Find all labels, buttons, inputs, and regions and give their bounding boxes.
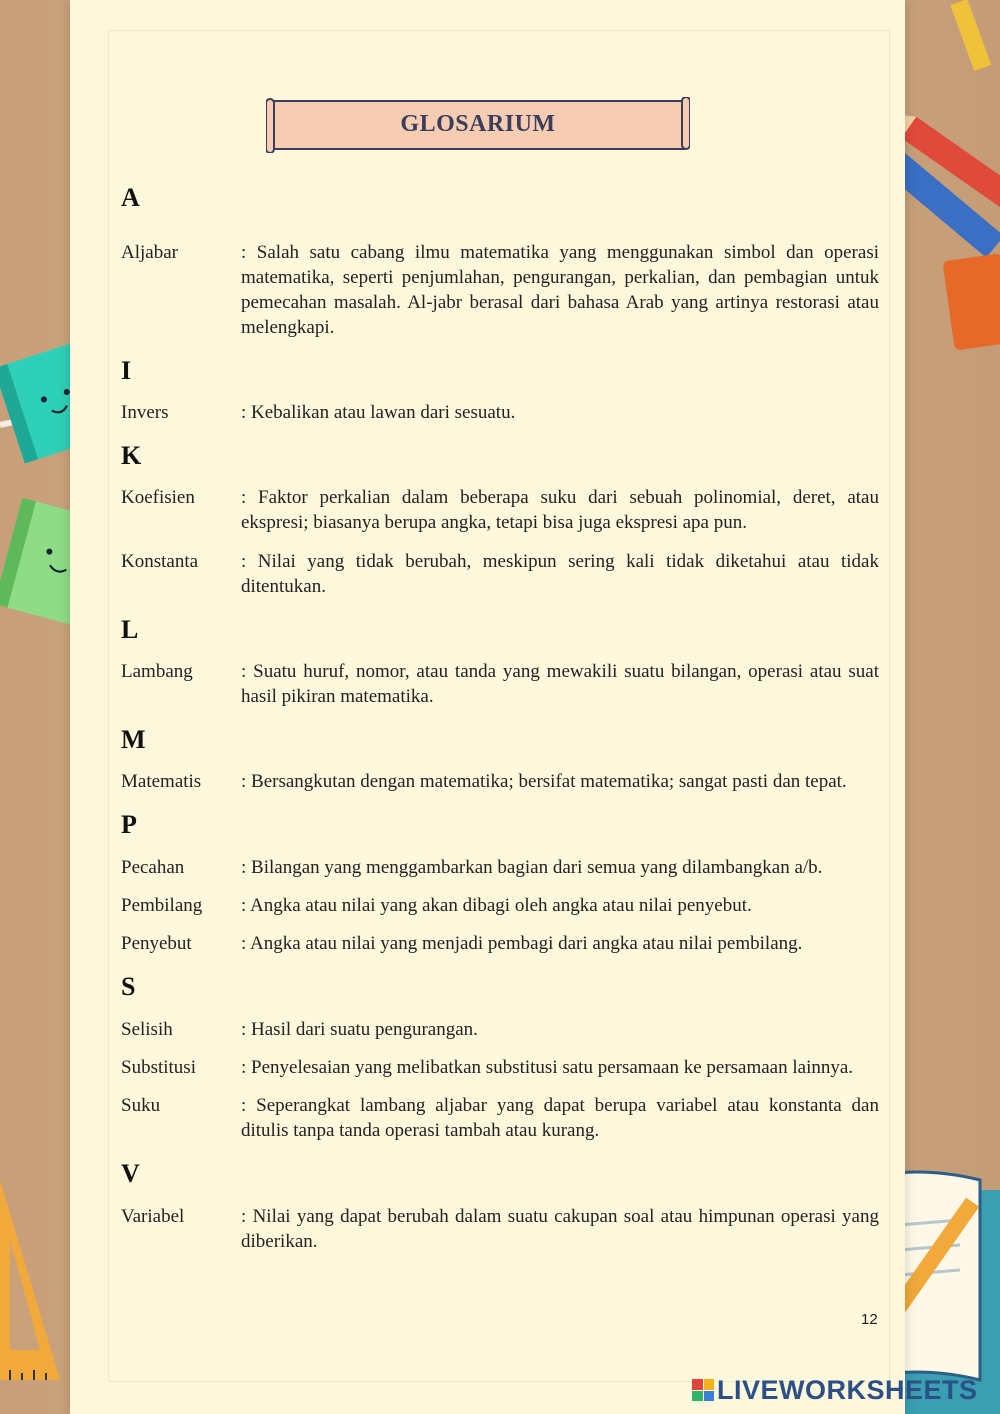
entry-definition: : Salah satu cabang ilmu matematika yang menggunakan simbol dan operasi matematika, seperti penjumlahan, pengurangan, perkalian, dan pembagian untuk pemecahan masalah. Al-jabr berasal dari bahasa Arab yang artinya restorasi atau melengkapi. [241,242,879,338]
entry-definition: : Angka atau nilai yang menjadi pembagi dari angka atau nilai pembilang. [241,933,803,954]
page-number: 12 [861,1311,878,1328]
entry-term: Pecahan [121,857,185,878]
page-title: GLOSARIUM [400,111,556,137]
section-letter: V [121,1159,140,1188]
entry-definition: : Faktor perkalian dalam beberapa suku dari sebuah polinomial, deret, atau ekspresi; biasanya berupa angka, tetapi bisa juga ekspresi apa pun. [241,487,879,533]
entry-term: Aljabar [121,242,178,263]
entry-definition: : Penyelesaian yang melibatkan substitusi satu persamaan ke persamaan lainnya. [241,1057,854,1078]
entry-definition: : Angka atau nilai yang akan dibagi oleh angka atau nilai penyebut. [241,895,752,916]
entry-term: Selisih [121,1019,173,1040]
section-letter: M [121,725,146,754]
liveworksheets-logo[interactable] [692,1374,978,1406]
section-letter: L [121,615,139,644]
entry-term: Matematis [121,771,202,792]
entry-definition: : Nilai yang tidak berubah, meskipun sering kali tidak diketahui atau tidak ditentukan. [241,551,879,597]
entry-term: Lambang [121,661,193,682]
entry-definition: : Kebalikan atau lawan dari sesuatu. [241,402,516,423]
entry-definition: : Seperangkat lambang aljabar yang dapat berupa variabel atau konstanta dan ditulis tanpa tanda operasi tambah atau kurang. [241,1095,879,1141]
entry-term: Substitusi [121,1057,196,1078]
glossary-entry [121,240,879,340]
entry-definition: : Bilangan yang menggambarkan bagian dari semua yang dilambangkan a/b. [241,857,823,878]
section-letter: S [121,972,136,1001]
entry-term: Variabel [121,1206,185,1227]
entry-term: Penyebut [121,933,192,954]
entry-term: Pembilang [121,895,203,916]
section-letter: A [121,183,140,212]
entry-term: Suku [121,1095,161,1116]
logo-grid-icon [692,1379,714,1401]
entry-definition: : Bersangkutan dengan matematika; bersifat matematika; sangat pasti dan tepat. [241,771,847,792]
ruler-triangle [0,1180,70,1414]
entry-term: Koefisien [121,487,195,508]
entry-term: Konstanta [121,551,199,572]
entry-definition: : Suatu huruf, nomor, atau tanda yang mewakili suatu bilangan, operasi atau suat hasil pikiran matematika. [241,661,879,707]
entry-definition: : Nilai yang dapat berubah dalam suatu cakupan soal atau himpunan operasi yang diberikan. [241,1206,879,1252]
entry-definition: : Hasil dari suatu pengurangan. [241,1019,478,1040]
section-letter: K [121,441,142,470]
section-letter: I [121,356,132,385]
brand-name: LIVEWORKSHEETS [717,1374,978,1405]
section-letter: P [121,810,137,839]
entry-term: Invers [121,402,169,423]
